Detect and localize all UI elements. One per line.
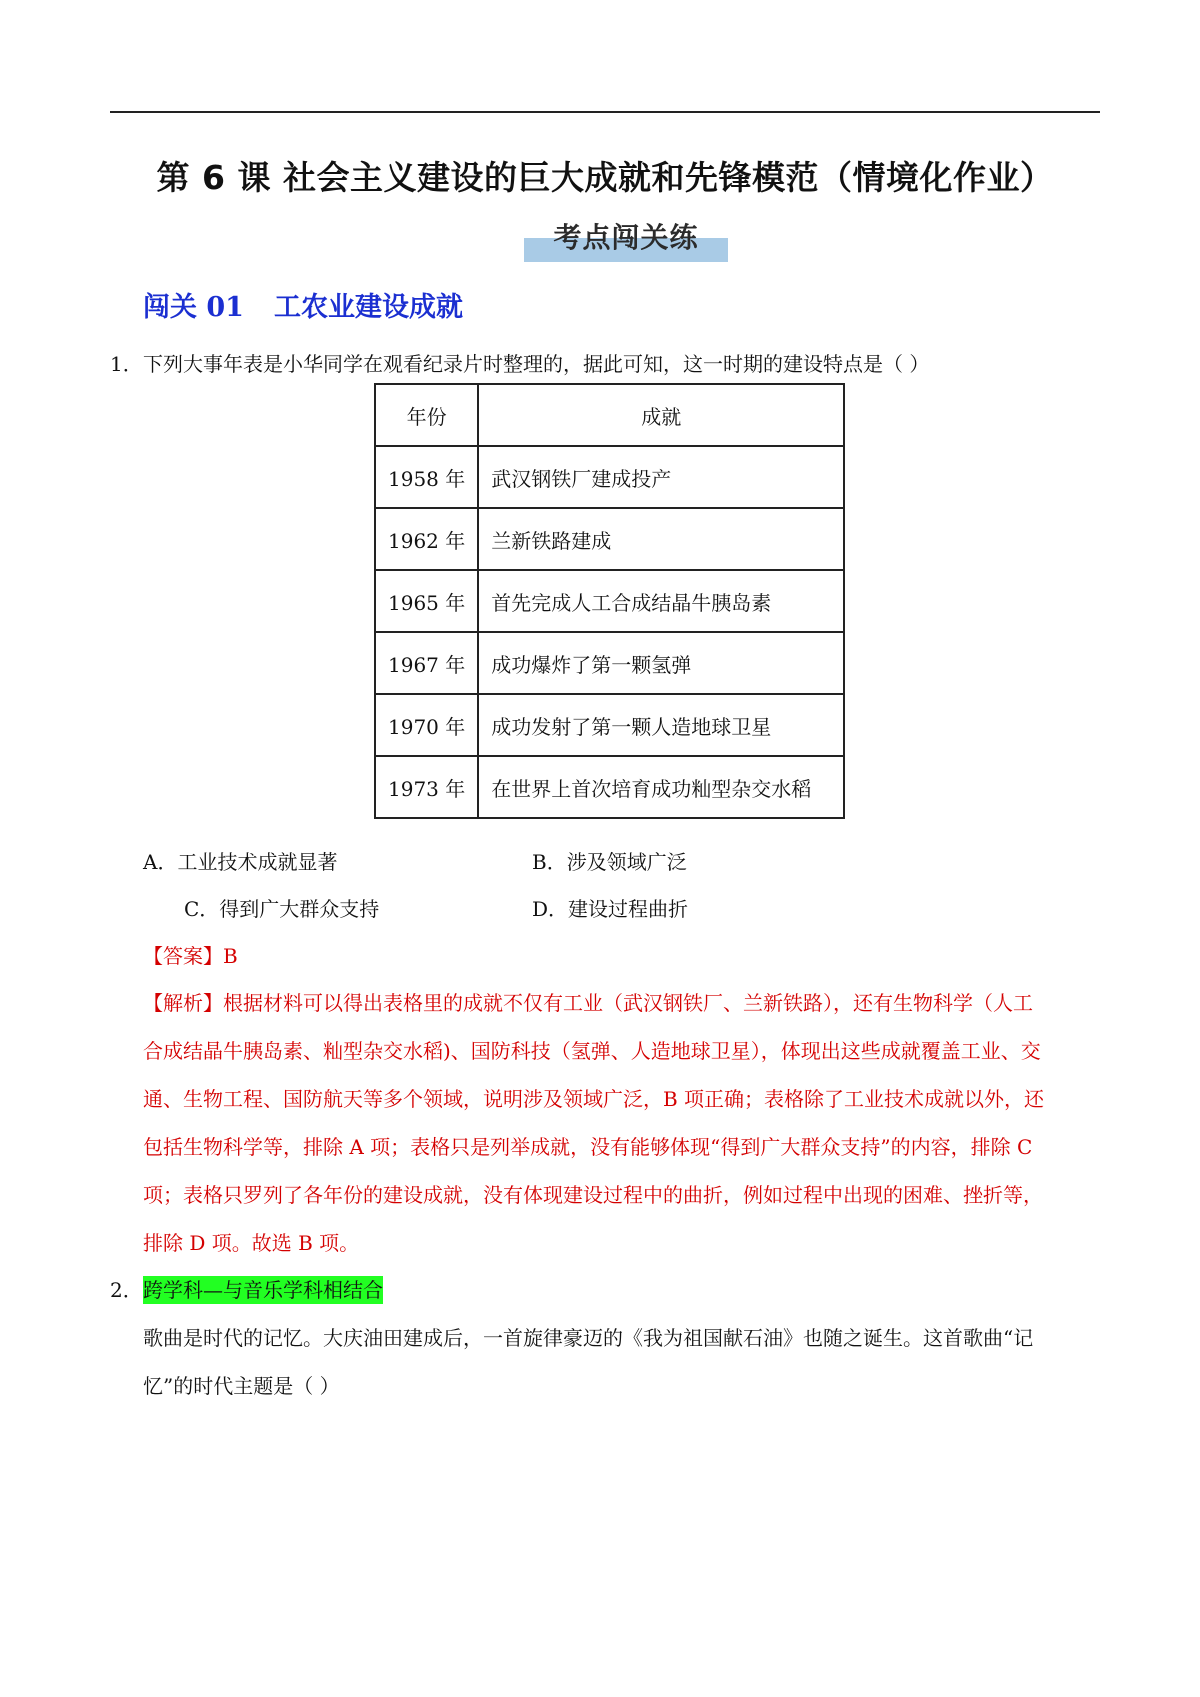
table-cell-achievement: 成功发射了第一颗人造地球卫星 (478, 694, 844, 756)
table-row (375, 756, 844, 818)
section-badge (524, 216, 728, 264)
table-header-row (375, 384, 844, 446)
answer-text: 【答案】B (143, 944, 238, 968)
question-2-tag (143, 1274, 383, 1303)
table-cell-year: 1962 年 (375, 508, 478, 570)
analysis-line: 包括生物科学等，排除 A 项；表格只是列举成就，没有能够体现“得到广大群众支持”的内容，排除 C (143, 1135, 1033, 1159)
events-table (374, 383, 845, 819)
question-2-number: 2． (110, 1278, 143, 1302)
analysis-line: 排除 D 项。故选 B 项。 (143, 1231, 360, 1255)
question-1-stem: 下列大事年表是小华同学在观看纪录片时整理的，据此可知，这一时期的建设特点是（ ） (143, 352, 930, 376)
cross-subject-tag: 跨学科—与音乐学科相结合 (143, 1278, 383, 1302)
table-cell-achievement: 兰新铁路建成 (478, 508, 844, 570)
table-cell-year: 1958 年 (375, 446, 478, 508)
table-cell-achievement: 首先完成人工合成结晶牛胰岛素 (478, 570, 844, 632)
table-row (375, 694, 844, 756)
option-a[interactable]: A．工业技术成就显著 (143, 850, 338, 874)
table-cell-achievement: 在世界上首次培育成功籼型杂交水稻 (478, 756, 844, 818)
table-cell-achievement: 成功爆炸了第一颗氢弹 (478, 632, 844, 694)
column-header-achievement: 成就 (478, 384, 844, 446)
section-name: 工农业建设成就 (273, 292, 463, 323)
analysis-line: 【解析】根据材料可以得出表格里的成就不仅有工业（武汉钢铁厂、兰新铁路），还有生物科学（人工 (143, 991, 1033, 1015)
option-b[interactable]: B．涉及领域广泛 (532, 850, 687, 874)
table-row (375, 632, 844, 694)
section-label: 闯关 01 (143, 292, 244, 323)
question-2-stem-line: 歌曲是时代的记忆。大庆油田建成后，一首旋律豪迈的《我为祖国献石油》也随之诞生。这首歌曲“记 (143, 1326, 1034, 1350)
analysis-line: 项；表格只罗列了各年份的建设成就，没有体现建设过程中的曲折，例如过程中出现的困难、挫折等， (143, 1183, 1043, 1207)
table-cell-year: 1965 年 (375, 570, 478, 632)
table-cell-year: 1973 年 (375, 756, 478, 818)
page-title: 第 6 课 社会主义建设的巨大成就和先锋模范（情境化作业） (156, 158, 1054, 197)
table-cell-year: 1970 年 (375, 694, 478, 756)
question-2-stem-line: 忆”的时代主题是（ ） (143, 1374, 340, 1398)
table-row (375, 508, 844, 570)
option-d[interactable]: D．建设过程曲折 (532, 897, 689, 921)
table-cell-achievement: 武汉钢铁厂建成投产 (478, 446, 844, 508)
header-rule (110, 111, 1100, 113)
column-header-year: 年份 (375, 384, 478, 446)
section-heading (143, 285, 463, 324)
table-row (375, 570, 844, 632)
table-row (375, 446, 844, 508)
badge-label: 考点闯关练 (553, 221, 699, 254)
question-1-number: 1． (110, 352, 143, 376)
option-c[interactable]: C．得到广大群众支持 (184, 897, 380, 921)
table-cell-year: 1967 年 (375, 632, 478, 694)
analysis-line: 合成结晶牛胰岛素、籼型杂交水稻)、国防科技（氢弹、人造地球卫星），体现出这些成就覆盖工业、交 (143, 1039, 1041, 1063)
analysis-line: 通、生物工程、国防航天等多个领域，说明涉及领域广泛，B 项正确；表格除了工业技术成就以外，还 (143, 1087, 1045, 1111)
